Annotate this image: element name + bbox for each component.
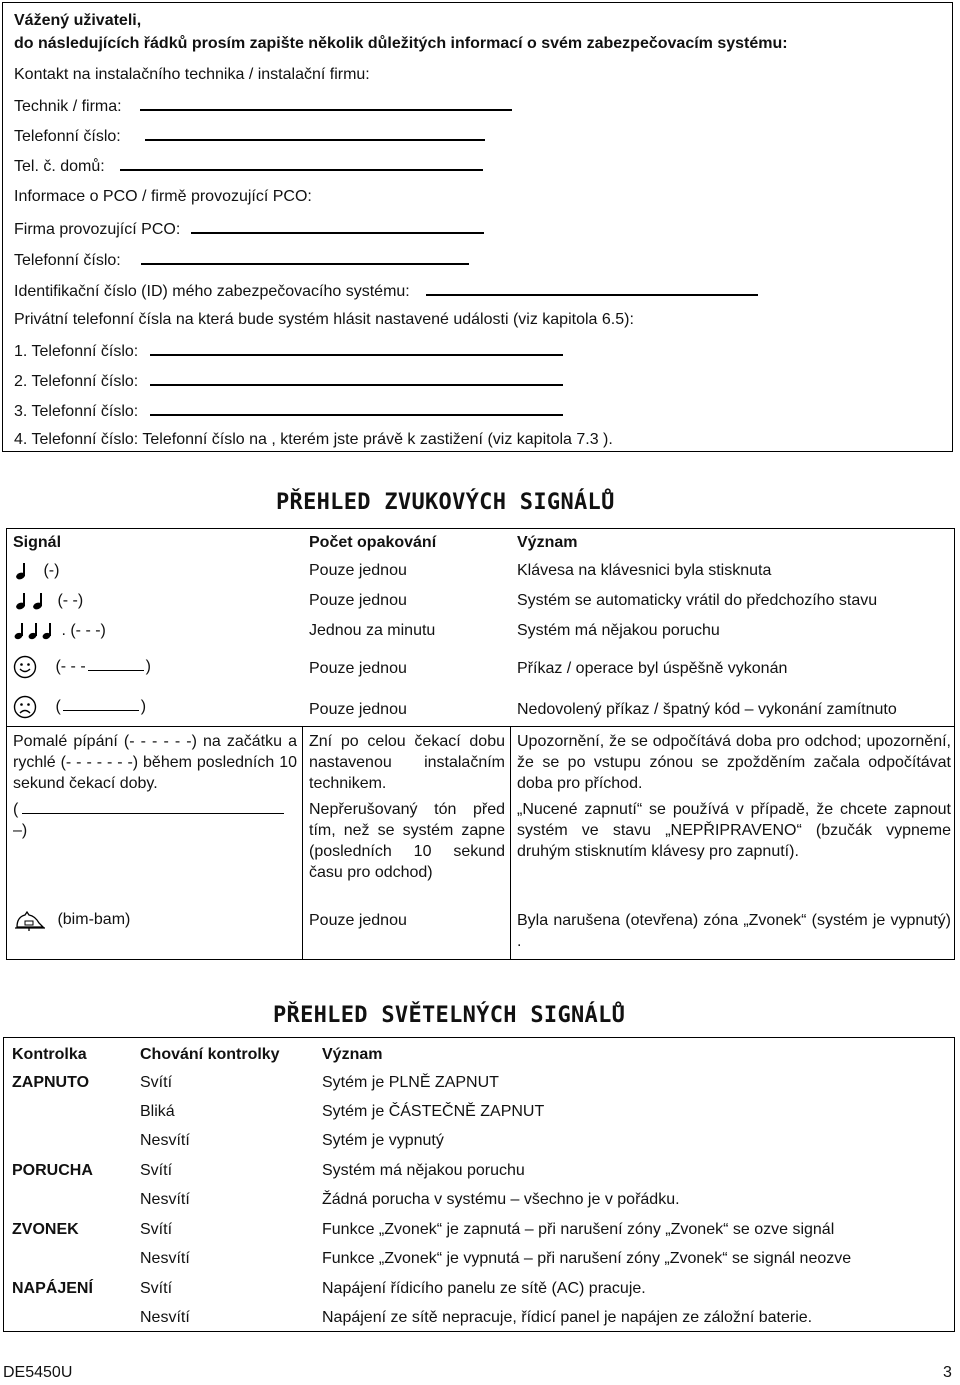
phone1-input[interactable] xyxy=(150,340,563,356)
table-row xyxy=(13,590,83,611)
smiley-icon xyxy=(13,655,37,679)
phone1-row xyxy=(14,340,563,362)
header-meaning: Význam xyxy=(322,1046,383,1063)
signal-text: (- -) xyxy=(57,592,84,609)
phone3-input[interactable] xyxy=(150,400,563,416)
technician-row xyxy=(14,95,512,117)
intro-text: do následujících řádků prosím zapište několik důležitých informací o svém zabezpečovacím systému: xyxy=(14,35,788,52)
behavior-text: Nesvítí xyxy=(140,1309,190,1326)
document-code: DE5450U xyxy=(3,1364,73,1381)
meaning-text: Systém má nějakou poruchu xyxy=(322,1162,525,1179)
table-row xyxy=(13,695,146,719)
meaning-text: Sytém je ČÁSTEČNĚ ZAPNUT xyxy=(322,1103,545,1120)
meaning-text: Nedovolený příkaz / špatný kód – vykonání zamítnuto xyxy=(517,701,897,718)
double-note-icon xyxy=(13,591,47,611)
column-divider xyxy=(510,726,511,960)
table-row xyxy=(13,799,284,820)
system-id-row xyxy=(14,280,758,302)
doorbell-icon xyxy=(13,909,47,931)
meaning-text: Funkce „Zvonek“ je vypnutá – při narušení zóny „Zvonek“ se signál neozve xyxy=(322,1250,852,1267)
count-text: Nepřerušovaný tón před tím, než se systém zapne (posledních 10 sekund času pro odchod) xyxy=(309,801,505,881)
sound-section-title: PŘEHLED ZVUKOVÝCH SIGNÁLŮ xyxy=(276,490,615,515)
indicator-napajeni: NAPÁJENÍ xyxy=(12,1280,93,1297)
meaning-text: Napájení řídicího panelu ze sítě (AC) pracuje. xyxy=(322,1280,646,1297)
home-phone-input[interactable] xyxy=(120,155,483,171)
signal-text: –) xyxy=(13,822,28,839)
behavior-text: Svítí xyxy=(140,1221,173,1238)
meaning-text: Příkaz / operace byl úspěšně vykonán xyxy=(517,660,788,677)
behavior-text: Nesvítí xyxy=(140,1191,190,1208)
operator-phone-label: Telefonní číslo: xyxy=(14,252,121,269)
count-text: Pouze jednou xyxy=(309,562,407,579)
page-number: 3 xyxy=(943,1364,952,1381)
operator-label: Firma provozující PCO: xyxy=(14,221,181,238)
meaning-text: Sytém je PLNĚ ZAPNUT xyxy=(322,1074,499,1091)
technician-label: Technik / firma: xyxy=(14,98,122,115)
phone4-row xyxy=(14,430,613,450)
count-text: Zní po celou čekací dobu nastavenou instalačním technikem. xyxy=(309,733,505,792)
signal-text: ) xyxy=(145,658,151,676)
light-section-title: PŘEHLED SVĚTELNÝCH SIGNÁLŮ xyxy=(273,1003,626,1028)
greeting: Vážený uživateli, xyxy=(14,12,142,29)
meaning-text: „Nucené zapnutí“ se používá v případě, že chcete zapnout systém ve stavu „NEPŘIPRAVENO“ (bzučák vypneme druhým stisknutím klávesy pro zapnutí). xyxy=(517,801,951,860)
home-phone-label: Tel. č. domů: xyxy=(14,158,105,175)
single-note-icon xyxy=(13,561,29,581)
behavior-text: Nesvítí xyxy=(140,1132,190,1149)
behavior-text: Nesvítí xyxy=(140,1250,190,1267)
operator-phone-input[interactable] xyxy=(141,249,469,265)
signal-text: Pomalé pípání (- - - - - -) na začátku a rychlé (- - - - - - -) během posledních 10 sekund čekací doby. xyxy=(13,733,297,792)
private-numbers-heading: Privátní telefonní čísla na která bude systém hlásit nastavené události (viz kapitola 6.5): xyxy=(14,311,634,328)
indicator-porucha: PORUCHA xyxy=(12,1162,93,1179)
phone3-label: 3. Telefonní číslo: xyxy=(14,403,139,420)
installer-heading: Kontakt na instalačního technika / instalační firmu: xyxy=(14,66,370,83)
phone2-input[interactable] xyxy=(150,370,563,386)
count-text: Jednou za minutu xyxy=(309,622,436,639)
phone1-label: 1. Telefonní číslo: xyxy=(14,343,139,360)
table-row xyxy=(13,560,59,581)
phone2-label: 2. Telefonní číslo: xyxy=(14,373,139,390)
operator-input[interactable] xyxy=(191,218,484,234)
signal-text: (- - - xyxy=(55,658,86,676)
meaning-text: Systém má nějakou poruchu xyxy=(517,622,720,639)
meaning-text: Žádná porucha v systému – všechno je v pořádku. xyxy=(322,1191,680,1208)
meaning-text: Systém se automaticky vrátil do předchozího stavu xyxy=(517,592,878,609)
meaning-text: Funkce „Zvonek“ je zapnutá – při narušení zóny „Zvonek“ se ozve signál xyxy=(322,1221,835,1238)
signal-text: . (- - -) xyxy=(61,622,106,639)
operator-heading: Informace o PCO / firmě provozující PCO: xyxy=(14,188,312,205)
signal-text: ( xyxy=(13,801,19,818)
system-id-label: Identifikační číslo (ID) mého zabezpečovacího systému: xyxy=(14,283,410,300)
indicator-zvonek: ZVONEK xyxy=(12,1221,79,1238)
column-divider xyxy=(302,726,303,960)
count-text: Pouze jednou xyxy=(309,701,407,718)
technician-input[interactable] xyxy=(140,95,512,111)
signal-text: ) xyxy=(140,698,147,716)
signal-text: (-) xyxy=(43,562,60,579)
signal-text: (bim-bam) xyxy=(57,911,131,929)
behavior-text: Svítí xyxy=(140,1280,173,1297)
info-form xyxy=(2,2,953,452)
long-tone-dash xyxy=(22,803,284,814)
phone3-row xyxy=(14,400,563,422)
home-phone-row xyxy=(14,155,483,177)
phone2-row xyxy=(14,370,563,392)
meaning-text: Klávesa na klávesnici byla stisknuta xyxy=(517,562,772,579)
meaning-text: Sytém je vypnutý xyxy=(322,1132,444,1149)
phone-label: Telefonní číslo: xyxy=(14,128,121,145)
light-signals-table xyxy=(3,1037,955,1332)
indicator-zapnuto: ZAPNUTO xyxy=(12,1074,90,1091)
signal-text: ( xyxy=(55,698,61,716)
triple-note-icon xyxy=(13,621,57,641)
row-divider xyxy=(7,726,954,727)
count-text: Pouze jednou xyxy=(309,912,407,929)
table-row xyxy=(13,909,130,931)
meaning-text: Upozornění, že se odpočítává doba pro odchod; upozornění, že se po vstupu zónou se zpožděním začala odpočítávat doba pro příchod. xyxy=(517,733,951,792)
operator-phone-row xyxy=(14,249,469,271)
phone4-note: Telefonní číslo na , kterém jste právě k zastižení (viz kapitola 7.3 ). xyxy=(142,431,613,448)
long-tone-dash xyxy=(63,700,139,711)
count-text: Pouze jednou xyxy=(309,660,407,677)
sad-face-icon xyxy=(13,695,37,719)
phone-input[interactable] xyxy=(145,125,485,141)
header-behavior: Chování kontrolky xyxy=(140,1046,280,1063)
phone-row xyxy=(14,125,485,147)
table-row xyxy=(13,620,106,641)
sound-signals-table xyxy=(6,528,955,960)
long-tone-dash xyxy=(88,660,144,671)
header-count: Počet opakování xyxy=(309,534,437,551)
behavior-text: Svítí xyxy=(140,1162,173,1179)
phone4-label: 4. Telefonní číslo: xyxy=(14,431,139,448)
behavior-text: Bliká xyxy=(140,1103,175,1120)
count-text: Pouze jednou xyxy=(309,592,407,609)
meaning-text: Napájení ze sítě nepracuje, řídicí panel je napájen ze záložní baterie. xyxy=(322,1309,813,1326)
table-row xyxy=(13,655,151,679)
header-meaning: Význam xyxy=(517,534,578,551)
operator-row xyxy=(14,218,484,240)
meaning-text: Byla narušena (otevřena) zóna „Zvonek“ (systém je vypnutý) . xyxy=(517,912,951,950)
system-id-input[interactable] xyxy=(426,280,758,296)
header-signal: Signál xyxy=(13,534,62,551)
behavior-text: Svítí xyxy=(140,1074,173,1091)
header-indicator: Kontrolka xyxy=(12,1046,87,1063)
